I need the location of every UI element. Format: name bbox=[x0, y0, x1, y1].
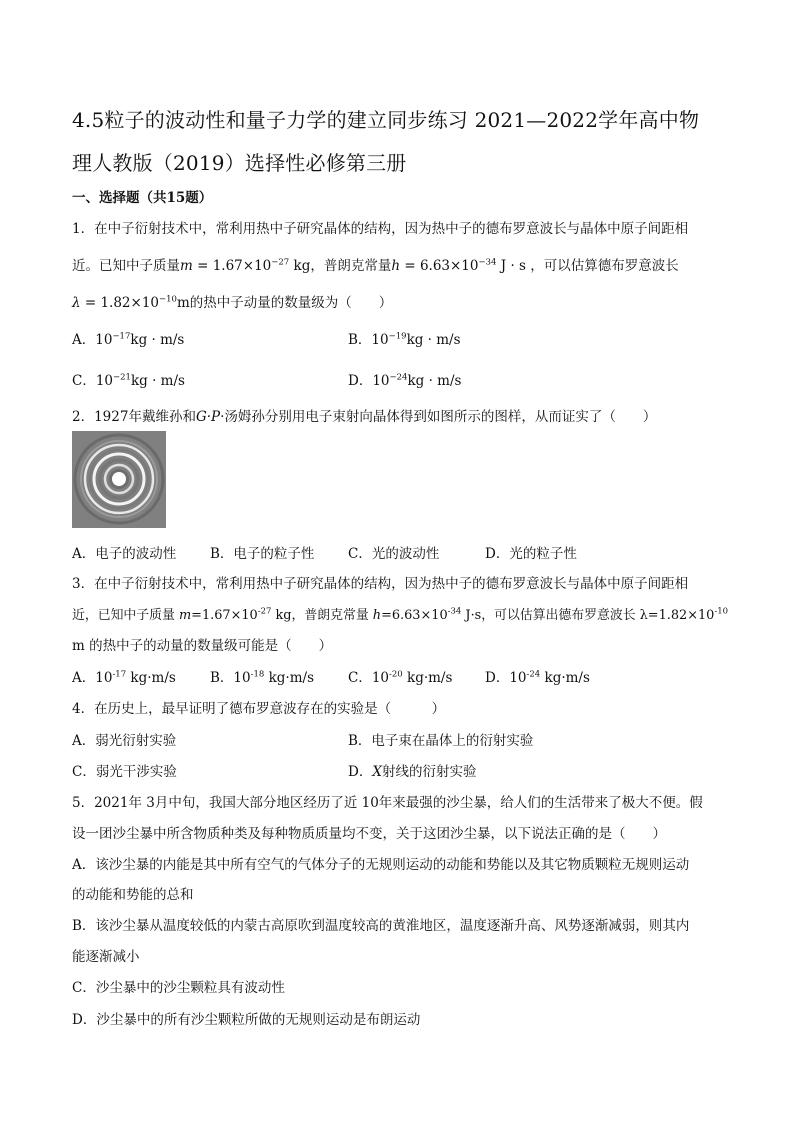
q3-option-d: D．$10^{-24}$ kg·m/s bbox=[485, 669, 590, 686]
document-title-line1: 4.5粒子的波动性和量子力学的建立同步练习 2021—2022学年高中物 bbox=[72, 108, 700, 132]
q3-option-c: C．$10^{-20}$ kg·m/s bbox=[348, 669, 453, 686]
document-title-line2: 理人教版（2019）选择性必修第三册 bbox=[72, 151, 407, 175]
q5-stem-line1: 5．2021年 3月中旬，我国大部分地区经历了近 10年来最强的沙尘暴，给人们的生活带来了极大不便。假 bbox=[72, 795, 703, 811]
q2-option-c: C．光的波动性 bbox=[348, 546, 440, 562]
q4-option-a: A．弱光衍射实验 bbox=[72, 733, 177, 749]
q3-stem-line1: 3．在中子衍射技术中，常利用热中子研究晶体的结构，因为热中子的德布罗意波长与晶体中原子间距相 bbox=[72, 576, 689, 592]
electron-diffraction-pattern-image bbox=[72, 431, 166, 528]
q5-option-a-line1: A．该沙尘暴的内能是其中所有空气的气体分子的无规则运动的动能和势能以及其它物质颗粒无规则运动 bbox=[72, 857, 690, 873]
q1-stem-line2: 近。已知中子质量$m = 1.67\times 10^{-27}$ kg，普朗克常量$h = 6.63\times 10^{-34}$ J · s ，可以估算德布罗意波长 bbox=[72, 257, 679, 274]
q4-option-b: B．电子束在晶体上的衍射实验 bbox=[348, 733, 534, 749]
q5-option-c: C．沙尘暴中的沙尘颗粒具有波动性 bbox=[72, 980, 285, 996]
q1-stem-line1: 1．在中子衍射技术中，常利用热中子研究晶体的结构，因为热中子的德布罗意波长与晶体中原子间距相 bbox=[72, 221, 689, 237]
q5-option-b-line1: B．该沙尘暴从温度较低的内蒙古高原吹到温度较高的黄淮地区，温度逐渐升高、风势逐渐减弱，则其内 bbox=[72, 918, 690, 934]
q5-option-a-line2: 的动能和势能的总和 bbox=[72, 887, 194, 903]
q2-option-a: A．电子的波动性 bbox=[72, 546, 177, 562]
q2-option-b: B．电子的粒子性 bbox=[210, 546, 315, 562]
q3-stem-line2: 近，已知中子质量 $m=1.67\times 10^{-27}$ kg，普朗克常量 $h=6.63\times 10^{-34}$ J·s，可以估算出德布罗意波长 $\lambda=1.82\times 10^{-10}$ bbox=[72, 606, 729, 623]
q5-stem-line2: 设一团沙尘暴中所含物质种类及每种物质质量均不变，关于这团沙尘暴，以下说法正确的是（ ） bbox=[72, 826, 666, 842]
q3-option-a: A．$10^{-17}$ kg·m/s bbox=[72, 669, 176, 686]
section-heading: 一、选择题（共15题） bbox=[72, 190, 213, 206]
q4-option-d: D．X射线的衍射实验 bbox=[348, 764, 477, 780]
q4-stem: 4．在历史上，最早证明了德布罗意波存在的实验是（ ） bbox=[72, 701, 446, 717]
q1-stem-line3: $\lambda = 1.82\times 10^{-10}m$的热中子动量的数量级为（ ） bbox=[72, 294, 393, 311]
q1-option-c: C．$10^{-21}kg \cdot m/s$ bbox=[72, 372, 185, 389]
q5-option-d: D．沙尘暴中的所有沙尘颗粒所做的无规则运动是布朗运动 bbox=[72, 1012, 421, 1028]
q1-option-d: D．$10^{-24}kg \cdot m/s$ bbox=[348, 372, 462, 389]
q3-stem-line3: m 的热中子的动量的数量级可能是（ ） bbox=[72, 638, 333, 654]
q2-option-d: D．光的粒子性 bbox=[485, 546, 577, 562]
q1-option-b: B．$10^{-19}kg \cdot m/s$ bbox=[348, 331, 461, 348]
q3-option-b: B．$10^{-18}$ kg·m/s bbox=[210, 669, 314, 686]
q4-option-c: C．弱光干涉实验 bbox=[72, 764, 177, 780]
q1-option-a: A．$10^{-17}kg \cdot m/s$ bbox=[72, 331, 185, 348]
q5-option-b-line2: 能逐渐减小 bbox=[72, 949, 140, 965]
q2-stem: 2．1927年戴维孙和G·P·汤姆孙分别用电子束射向晶体得到如图所示的图样，从而证实了（ ） bbox=[72, 409, 657, 425]
